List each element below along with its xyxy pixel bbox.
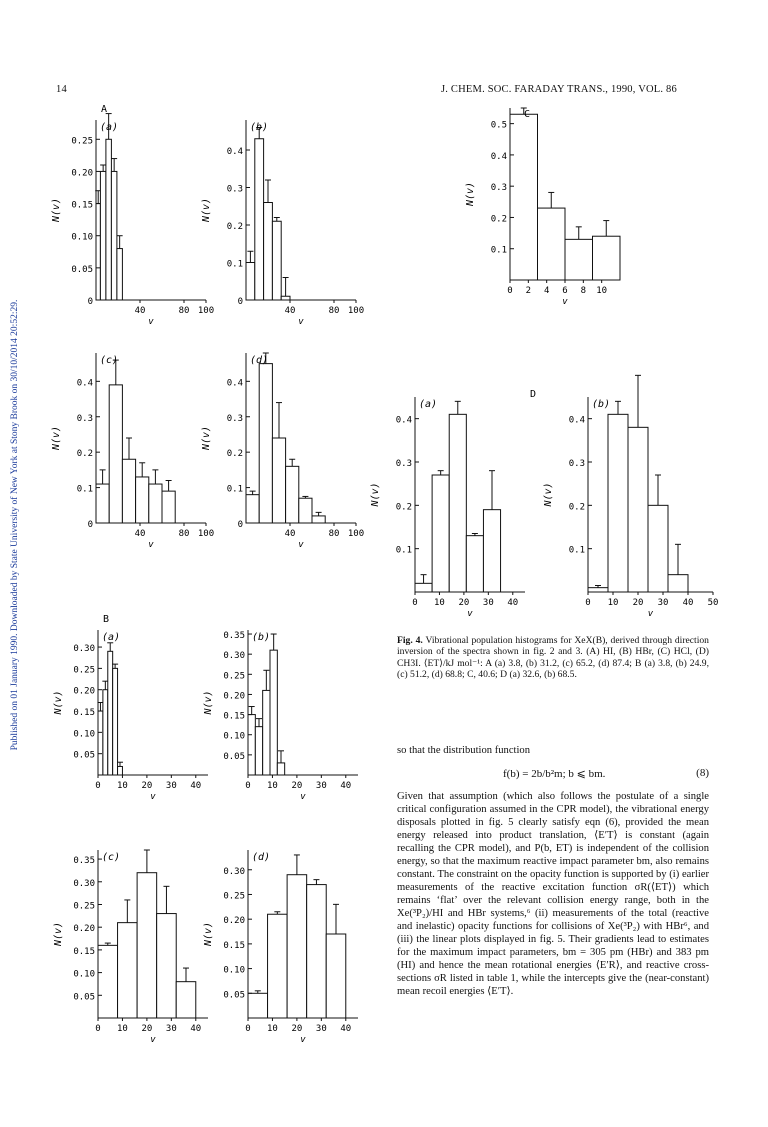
- group-label: C: [524, 109, 531, 120]
- histogram-bar: [248, 993, 268, 1018]
- y-tick-label: 0.30: [73, 878, 95, 889]
- y-tick-label: 0.4: [76, 378, 93, 389]
- x-tick-label: 6: [562, 286, 568, 296]
- panel-label: (c): [102, 852, 121, 863]
- histogram-bar: [608, 414, 628, 592]
- y-tick-label: 0.15: [223, 940, 245, 951]
- y-tick-label: 0.2: [568, 502, 585, 513]
- y-tick-label: 0.4: [395, 415, 412, 426]
- y-tick-label: 0: [87, 297, 93, 307]
- y-tick-label: 0.30: [73, 644, 95, 655]
- x-tick-label: 4: [543, 286, 550, 296]
- y-tick-label: 0.20: [223, 691, 245, 702]
- histogram-bar: [326, 934, 346, 1018]
- x-tick-label: 100: [347, 306, 365, 316]
- histogram-bar: [149, 484, 162, 523]
- panel-label: (d): [250, 355, 269, 366]
- histogram-bar: [118, 923, 138, 1018]
- histogram-bar: [272, 438, 285, 523]
- y-tick-label: 0: [237, 520, 243, 530]
- x-tick-label: 0: [585, 598, 591, 608]
- panel-label: (a): [419, 399, 438, 410]
- y-tick-label: 0.20: [73, 686, 95, 697]
- x-tick-label: 10: [267, 1024, 278, 1034]
- x-tick-label: 40: [682, 598, 694, 608]
- y-tick-label: 0.2: [395, 502, 412, 513]
- x-tick-label: 30: [315, 1024, 327, 1034]
- caption-label: Fig. 4.: [397, 635, 423, 646]
- y-tick-label: 0.1: [226, 484, 243, 495]
- histogram-bar: [98, 711, 103, 775]
- histogram-bar: [100, 171, 106, 300]
- x-axis-label: v: [467, 609, 473, 619]
- histogram-bar: [281, 296, 290, 300]
- y-axis-label: N(v): [201, 425, 212, 451]
- histogram-B-c: [53, 850, 208, 1045]
- y-tick-label: 0.4: [568, 415, 585, 426]
- y-tick-label: 0.15: [73, 708, 95, 719]
- y-axis-label: N(v): [543, 482, 554, 507]
- histogram-bar: [466, 536, 483, 592]
- histogram-bar: [109, 385, 122, 523]
- histogram-bar: [246, 495, 259, 523]
- x-tick-label: 0: [245, 781, 251, 791]
- x-tick-label: 10: [607, 598, 619, 608]
- y-tick-label: 0.15: [73, 946, 95, 957]
- x-tick-label: 40: [507, 598, 519, 608]
- histogram-A-d: [201, 353, 364, 550]
- y-tick-label: 0.2: [76, 449, 93, 460]
- y-tick-label: 0.4: [490, 151, 507, 162]
- equation-number: (8): [696, 767, 709, 779]
- histogram-bar: [113, 668, 118, 775]
- x-axis-label: v: [300, 1035, 306, 1045]
- x-tick-label: 40: [340, 781, 352, 791]
- x-tick-label: 80: [328, 306, 340, 316]
- x-tick-label: 0: [245, 1024, 251, 1034]
- y-tick-label: 0.1: [76, 484, 93, 495]
- panel-label: (d): [252, 852, 271, 863]
- x-tick-label: 80: [328, 529, 340, 539]
- y-axis-label: N(v): [53, 921, 64, 947]
- histogram-bar: [593, 236, 621, 280]
- histogram-bar: [277, 763, 284, 775]
- x-tick-label: 50: [707, 598, 719, 608]
- x-tick-label: 0: [95, 1024, 101, 1034]
- histogram-bar: [137, 873, 157, 1018]
- histogram-C: [465, 108, 620, 307]
- histogram-bar: [628, 427, 648, 592]
- histogram-bar: [287, 875, 307, 1018]
- histogram-bar: [103, 690, 108, 775]
- y-tick-label: 0.10: [71, 232, 93, 243]
- histogram-bar: [108, 651, 113, 775]
- x-axis-label: v: [298, 540, 304, 550]
- x-tick-label: 40: [340, 1024, 352, 1034]
- y-tick-label: 0.05: [73, 750, 95, 761]
- y-tick-label: 0: [237, 297, 243, 307]
- histogram-D-b: [543, 375, 718, 619]
- body-paragraph: Given that assumption (which also follows the postulate of a single critical configuration assumed in the CPR model), the vibrational energy disposals plotted in fig. 5 clearly satisfy eqn (6), provided the mean energy released into product translation, ⟨E′T⟩ is constant (again recalling the CPR model), and P(b, ET) is independent of the collision energy, so that the maximum reactive impact parameter bm, also remains constant. The constraint on the opacity function is supported by (i) earlier measurements of the reactive excitation function σR(⟨ET⟩) which remains ‘flat’ over the relevant collision energy range, both in the Xe(³P₂)/HI and HBr systems,⁶ (ii) measurements of the total (reactive and inelastic) opacity functions for collisions of Xe(³P₂) with HBr⁶, and (iii) the linear plots displayed in fig. 5. Their gradients lead to estimates for the maximum impact parameters, bm = 305 pm (HBr) and 383 pm (HI) and hence the mean rotational energies ⟨E′R⟩, and reactive cross-sections σR listed in table 1, while the intercepts give the (near-constant) mean recoil energies ⟨E′T⟩.: [397, 791, 709, 997]
- histogram-bar: [96, 484, 109, 523]
- histogram-bar: [299, 498, 312, 523]
- figure-caption: [397, 635, 709, 681]
- x-tick-label: 100: [197, 306, 215, 316]
- histogram-bar: [538, 208, 566, 280]
- y-tick-label: 0.15: [71, 200, 93, 211]
- histogram-bar: [246, 263, 255, 301]
- panel-label: (c): [100, 355, 119, 366]
- x-tick-label: 100: [197, 529, 215, 539]
- histogram-bar: [449, 414, 466, 592]
- y-tick-label: 0.10: [223, 731, 245, 742]
- histogram-bar: [270, 650, 277, 775]
- y-tick-label: 0.1: [568, 545, 585, 556]
- x-tick-label: 0: [95, 781, 101, 791]
- histogram-B-b: [203, 630, 358, 802]
- x-axis-label: v: [150, 792, 156, 802]
- x-tick-label: 10: [117, 1024, 128, 1034]
- histogram-bar: [272, 221, 281, 300]
- x-axis-label: v: [647, 609, 654, 619]
- histogram-A-b: [201, 120, 364, 327]
- y-axis-label: N(v): [465, 181, 476, 207]
- y-axis-label: N(v): [53, 690, 64, 715]
- x-tick-label: 40: [284, 529, 296, 539]
- y-tick-label: 0.4: [226, 378, 243, 389]
- y-tick-label: 0.10: [73, 729, 95, 740]
- y-tick-label: 0.2: [226, 449, 243, 460]
- caption-text: Vibrational population histograms for XeX(B), derived through direction inversion of the spectra shown in fig. 2 and 3. (A) HI, (B) HBr, (C) HCl, (D) CH3I. ⟨ET⟩/kJ mol⁻¹: A (a) 3.8, (b) 31.2, (c) 65.2, (d) 87.4; B (a) 3.8, (b) 24.9, (c) 51.2, (d) 68.8; C, 40.6; D (a) 32.6, (b) 68.5.: [397, 635, 709, 681]
- x-axis-label: v: [150, 1035, 156, 1045]
- y-tick-label: 0.2: [490, 214, 507, 225]
- x-tick-label: 40: [190, 781, 202, 791]
- y-tick-label: 0.35: [73, 856, 95, 867]
- panel-label: (b): [250, 122, 269, 133]
- x-tick-label: 30: [482, 598, 494, 608]
- histogram-bar: [255, 139, 264, 300]
- panel-label: (a): [100, 122, 119, 133]
- y-tick-label: 0.2: [226, 222, 243, 232]
- y-tick-label: 0.35: [223, 631, 245, 642]
- x-tick-label: 30: [165, 781, 177, 791]
- y-tick-label: 0.4: [226, 147, 243, 157]
- group-label: A: [101, 104, 108, 115]
- histogram-bar: [117, 249, 123, 300]
- y-tick-label: 0.20: [223, 916, 245, 927]
- histogram-D-a: [370, 389, 536, 619]
- y-tick-label: 0.3: [76, 413, 93, 424]
- y-axis-label: N(v): [203, 690, 214, 715]
- histogram-bar: [106, 139, 112, 300]
- journal-header: J. CHEM. SOC. FARADAY TRANS., 1990, VOL. 86: [441, 84, 677, 95]
- y-axis-label: N(v): [51, 425, 62, 451]
- y-tick-label: 0.15: [223, 711, 245, 722]
- y-tick-label: 0.05: [223, 751, 245, 762]
- histogram-bar: [648, 505, 668, 592]
- y-axis-label: N(v): [370, 482, 381, 507]
- y-tick-label: 0.1: [490, 245, 507, 256]
- x-tick-label: 20: [458, 598, 470, 608]
- x-tick-label: 10: [117, 781, 128, 791]
- equation-body: f(b) = 2b/b²m; b ⩽ bm.: [503, 768, 606, 780]
- x-tick-label: 30: [657, 598, 669, 608]
- y-tick-label: 0.25: [223, 891, 245, 902]
- histogram-B-d: [203, 850, 358, 1045]
- x-tick-label: 100: [347, 529, 365, 539]
- x-tick-label: 40: [284, 306, 296, 316]
- x-axis-label: v: [562, 297, 568, 307]
- x-tick-label: 40: [134, 529, 146, 539]
- y-tick-label: 0.10: [223, 965, 245, 976]
- y-tick-label: 0.25: [223, 671, 245, 682]
- histogram-bar: [415, 583, 432, 592]
- y-tick-label: 0.05: [223, 990, 245, 1001]
- x-axis-label: v: [148, 540, 154, 550]
- y-axis-label: N(v): [201, 197, 212, 223]
- x-tick-label: 30: [165, 1024, 177, 1034]
- x-tick-label: 10: [596, 286, 608, 296]
- histogram-bar: [263, 690, 270, 775]
- x-tick-label: 30: [315, 781, 327, 791]
- y-tick-label: 0.1: [395, 545, 412, 556]
- x-tick-label: 2: [525, 286, 532, 296]
- histogram-bar: [118, 766, 123, 775]
- histogram-bar: [98, 945, 118, 1018]
- y-tick-label: 0.25: [71, 136, 93, 147]
- histogram-bar: [96, 204, 100, 300]
- x-axis-label: v: [298, 317, 304, 327]
- histogram-bar: [565, 239, 593, 280]
- y-tick-label: 0.30: [223, 866, 245, 877]
- body-lead: so that the distribution function: [397, 745, 530, 756]
- page-number: 14: [56, 84, 67, 95]
- panel-label: (a): [102, 632, 121, 643]
- histogram-bar: [111, 171, 117, 300]
- y-tick-label: 0.3: [226, 184, 243, 195]
- y-tick-label: 0.05: [73, 992, 95, 1003]
- y-tick-label: 0.25: [73, 901, 95, 912]
- y-tick-label: 0.05: [71, 264, 93, 275]
- y-tick-label: 0.3: [568, 459, 585, 469]
- histogram-bar: [136, 477, 149, 523]
- x-tick-label: 8: [580, 286, 587, 296]
- x-tick-label: 20: [632, 598, 644, 608]
- histogram-A-c: [51, 353, 214, 550]
- y-tick-label: 0.3: [490, 183, 507, 194]
- y-tick-label: 0.20: [73, 924, 95, 935]
- histogram-bar: [264, 203, 273, 301]
- group-label: D: [530, 389, 537, 400]
- x-tick-label: 40: [134, 306, 146, 316]
- x-tick-label: 40: [190, 1024, 202, 1034]
- y-tick-label: 0.1: [226, 259, 243, 270]
- x-tick-label: 0: [412, 598, 418, 608]
- histogram-bar: [668, 575, 688, 592]
- histogram-A-a: [51, 104, 214, 327]
- histogram-bar: [162, 491, 175, 523]
- histogram-bar: [255, 727, 262, 775]
- histogram-bar: [588, 588, 608, 592]
- histogram-bar: [248, 715, 255, 775]
- y-tick-label: 0.10: [73, 969, 95, 980]
- histogram-bar: [307, 885, 327, 1018]
- y-tick-label: 0: [87, 520, 93, 530]
- histogram-bar: [483, 510, 500, 592]
- y-tick-label: 0.30: [223, 651, 245, 662]
- panel-label: (b): [252, 632, 271, 643]
- histogram-bar: [259, 364, 272, 523]
- x-tick-label: 10: [434, 598, 445, 608]
- x-tick-label: 20: [141, 781, 153, 791]
- x-axis-label: v: [300, 792, 306, 802]
- x-axis-label: v: [148, 317, 154, 327]
- x-tick-label: 0: [507, 286, 513, 296]
- x-tick-label: 80: [178, 306, 190, 316]
- x-tick-label: 10: [267, 781, 278, 791]
- histogram-bar: [157, 914, 177, 1018]
- histogram-bar: [510, 114, 538, 280]
- y-tick-label: 0.3: [226, 413, 243, 424]
- histogram-bar: [286, 466, 299, 523]
- histogram-bar: [268, 914, 288, 1018]
- y-tick-label: 0.25: [73, 665, 95, 676]
- x-tick-label: 20: [141, 1024, 153, 1034]
- x-tick-label: 20: [291, 781, 303, 791]
- x-tick-label: 80: [178, 529, 190, 539]
- y-axis-label: N(v): [51, 197, 62, 223]
- x-tick-label: 20: [291, 1024, 303, 1034]
- panel-label: (b): [592, 399, 611, 410]
- download-side-note: Published on 01 January 1990. Downloaded by State University of New York at Stony Brook on 30/10/2014 20:52:29.: [10, 299, 20, 751]
- y-tick-label: 0.20: [71, 168, 93, 179]
- group-label: B: [103, 614, 110, 625]
- y-tick-label: 0.5: [490, 120, 507, 131]
- histogram-bar: [432, 475, 449, 592]
- histogram-bar: [176, 982, 196, 1018]
- y-tick-label: 0.3: [395, 459, 412, 469]
- histogram-bar: [312, 516, 325, 523]
- y-axis-label: N(v): [203, 921, 214, 947]
- histogram-B-a: [53, 614, 208, 802]
- histogram-bar: [122, 459, 135, 523]
